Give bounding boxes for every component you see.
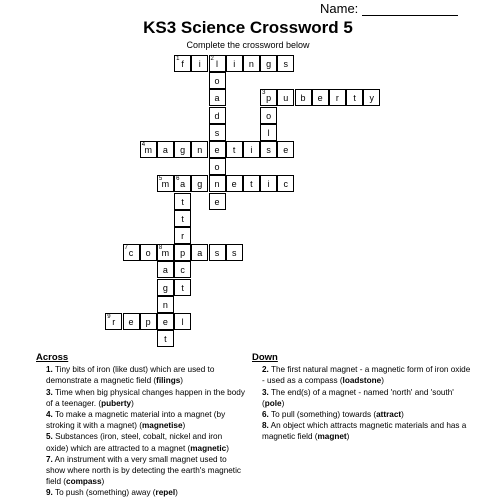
- cell-letter: a: [214, 93, 220, 104]
- clue-item-number: 4.: [46, 410, 53, 420]
- grid-cell[interactable]: [260, 124, 277, 141]
- cell-letter: n: [214, 179, 220, 190]
- cell-letter: e: [128, 317, 134, 327]
- grid-cell[interactable]: [295, 89, 312, 106]
- clue-item: 8. An object which attracts magnetic materials and has a magnetic field (magnet): [262, 421, 467, 442]
- cell-letter: e: [214, 196, 220, 207]
- grid-cell[interactable]: [191, 141, 208, 158]
- grid-cell[interactable]: [157, 279, 174, 296]
- cell-letter: s: [283, 59, 289, 69]
- grid-cell[interactable]: [174, 279, 191, 296]
- grid-cell[interactable]: [191, 55, 208, 72]
- grid-cell[interactable]: [209, 175, 226, 192]
- across-clue-list: [36, 364, 246, 498]
- grid-cell[interactable]: [174, 261, 191, 278]
- grid-cell[interactable]: [243, 141, 260, 158]
- cell-letter: e: [317, 93, 323, 104]
- cell-letter: r: [181, 231, 185, 241]
- cell-letter: s: [266, 145, 271, 155]
- clue-item-number: 3.: [262, 387, 269, 397]
- cell-letter: r: [112, 317, 116, 327]
- cell-letter: e: [231, 179, 237, 190]
- grid-cell[interactable]: [191, 175, 208, 192]
- clue-item-number: 9.: [46, 488, 53, 498]
- clue-item-answer: compass: [66, 477, 102, 487]
- cell-letter: f: [181, 59, 184, 69]
- cell-letter: i: [250, 145, 253, 155]
- page-title: KS3 Science Crossword 5: [143, 18, 353, 37]
- clue-item-text: An object which attracts magnetic materials and has a magnetic field (: [262, 421, 467, 442]
- clue-item-answer: filings: [156, 376, 181, 386]
- cell-letter: i: [267, 179, 270, 190]
- clue-item: 9. To push (something) away (repel): [46, 488, 178, 498]
- grid-cell[interactable]: [191, 244, 208, 261]
- grid-cell[interactable]: [209, 193, 226, 210]
- clue-number: 8: [158, 245, 163, 252]
- cell-letter: d: [214, 110, 220, 121]
- grid-cell[interactable]: [174, 193, 191, 210]
- cell-letter: p: [266, 93, 272, 104]
- clue-number: 2: [210, 56, 214, 62]
- clue-number: 7: [124, 245, 128, 252]
- clue-item-text: An instrument with a very small magnet used to show where north is by detecting the earth's magnetic field (: [46, 454, 241, 487]
- grid-cell[interactable]: [157, 330, 174, 347]
- cell-letter: g: [266, 59, 272, 69]
- across-clues: [36, 352, 246, 499]
- clue-number: 3: [262, 90, 266, 97]
- clue-item-number: 6.: [262, 410, 269, 420]
- cell-letter: l: [267, 127, 270, 138]
- clue-item-number: 2.: [262, 365, 269, 375]
- clue-item-text: To pull (something) towards (: [268, 410, 377, 420]
- cell-letter: a: [162, 265, 168, 276]
- clue-item-text: Substances (iron, steel, cobalt, nickel and iron oxide) which are attracted to a magnet (: [46, 432, 223, 453]
- clue-item: 2. The first natural magnet - a magnetic form of iron oxide - used as a compass (loadstone): [262, 365, 471, 386]
- grid-cell[interactable]: [277, 141, 294, 158]
- cell-letter: t: [232, 145, 236, 155]
- clue-item: 6. To pull (something) towards (attract): [262, 410, 404, 420]
- grid-cell[interactable]: [243, 175, 260, 192]
- grid-cell[interactable]: [209, 72, 226, 89]
- clue-item-text: The end(s) of a magnet - named 'north' and 'south' (: [262, 387, 454, 408]
- cell-letter: c: [128, 248, 134, 259]
- grid-cell[interactable]: [209, 244, 226, 261]
- cell-letter: e: [283, 145, 289, 155]
- cell-letter: n: [197, 145, 203, 155]
- page-subtitle: Complete the crossword below: [186, 40, 310, 50]
- cell-letter: n: [248, 59, 254, 69]
- cell-letter: o: [266, 110, 272, 121]
- grid-cell[interactable]: [312, 89, 329, 106]
- grid-cell[interactable]: [209, 107, 226, 124]
- cell-letter: c: [283, 179, 289, 190]
- grid-cell[interactable]: [363, 89, 380, 106]
- clue-item: 3. Time when big physical changes happen in the body of a teenager. (puberty): [46, 387, 245, 408]
- cell-letter: s: [214, 248, 220, 259]
- clue-item-text: To make a magnetic material into a magnet (by stroking it with a magnet) (: [46, 410, 226, 431]
- clue-number: 1: [176, 56, 180, 62]
- grid-cell[interactable]: [174, 313, 191, 330]
- clue-number: 4: [141, 142, 146, 148]
- cell-letter: a: [180, 179, 186, 190]
- grid-cell[interactable]: [209, 55, 226, 72]
- grid-cell[interactable]: [277, 89, 294, 106]
- clue-item-text: To push (something) away (: [52, 488, 156, 498]
- cell-letter: e: [214, 145, 220, 155]
- grid-cell[interactable]: [277, 175, 294, 192]
- clue-item-number: 5.: [46, 432, 53, 442]
- grid-cell[interactable]: [243, 55, 260, 72]
- cell-letter: c: [180, 265, 185, 276]
- cell-letter: i: [198, 59, 201, 69]
- grid-cell[interactable]: [174, 227, 191, 244]
- grid-cell[interactable]: [226, 244, 243, 261]
- grid-cell[interactable]: [209, 89, 226, 106]
- cell-letter: o: [214, 76, 220, 87]
- cell-letter: t: [181, 213, 184, 224]
- grid-cell[interactable]: [209, 124, 226, 141]
- cell-letter: m: [161, 179, 170, 190]
- grid-cell[interactable]: [260, 107, 277, 124]
- grid-cell[interactable]: [174, 244, 191, 261]
- grid-cell[interactable]: [260, 141, 277, 158]
- clue-number: 9: [107, 314, 111, 320]
- cell-letter: i: [233, 59, 236, 69]
- clue-item-answer: magnetise: [142, 421, 183, 431]
- clue-item: 4. To make a magnetic material into a magnet (by stroking it with a magnet) (magnetise): [46, 410, 226, 431]
- grid-cell[interactable]: [174, 175, 191, 192]
- down-heading: Down: [252, 352, 278, 363]
- grid-cell[interactable]: [209, 141, 226, 158]
- grid-cell[interactable]: [123, 313, 140, 330]
- clue-item-number: 7.: [46, 454, 53, 464]
- grid-cell[interactable]: [277, 55, 294, 72]
- across-heading: Across: [36, 352, 69, 363]
- cell-letter: a: [162, 145, 168, 155]
- cell-letter: s: [231, 248, 237, 259]
- grid-cell[interactable]: [157, 244, 174, 261]
- clue-item-number: 8.: [262, 421, 269, 431]
- clue-item-answer: puberty: [101, 398, 132, 408]
- grid-cell[interactable]: [157, 261, 174, 278]
- clue-item: 5. Substances (iron, steel, cobalt, nickel and iron oxide) which are attracted to a magnet (magnetic): [46, 432, 229, 453]
- cell-letter: t: [181, 196, 184, 207]
- cell-letter: g: [180, 145, 186, 155]
- clue-item-answer: attract: [376, 410, 402, 420]
- grid-cell[interactable]: [157, 141, 174, 158]
- cell-letter: g: [197, 179, 203, 190]
- cell-letter: m: [144, 145, 152, 155]
- grid-cell[interactable]: [226, 175, 243, 192]
- grid-cell[interactable]: [174, 210, 191, 227]
- cell-letter: t: [164, 334, 167, 345]
- clue-number: 6: [176, 176, 180, 183]
- cell-letter: y: [369, 93, 375, 104]
- clue-item-text: The first natural magnet - a magnetic form of iron oxide - used as a compass (: [262, 365, 471, 386]
- grid-cell[interactable]: [140, 313, 157, 330]
- clue-item-text: Tiny bits of iron (like dust) which are used to demonstrate a magnetic field (: [46, 365, 215, 386]
- grid-cell[interactable]: [105, 313, 122, 330]
- name-label: Name:: [320, 1, 359, 16]
- clue-item-answer: repel: [155, 488, 176, 498]
- cell-letter: l: [216, 59, 218, 69]
- cell-letter: p: [145, 317, 151, 327]
- cell-letter: r: [335, 93, 339, 104]
- grid-cell[interactable]: [260, 55, 277, 72]
- cell-letter: a: [197, 248, 203, 259]
- cell-letter: g: [162, 282, 168, 293]
- clue-item-number: 3.: [46, 387, 53, 397]
- grid-cell[interactable]: [157, 296, 174, 313]
- grid-cell[interactable]: [123, 244, 140, 261]
- cell-letter: n: [162, 299, 168, 310]
- down-clue-list: [252, 364, 472, 442]
- grid-cell[interactable]: [226, 141, 243, 158]
- clue-item-answer: loadstone: [342, 376, 382, 386]
- cell-letter: p: [180, 248, 186, 259]
- grid-cell[interactable]: [157, 313, 174, 330]
- cell-letter: l: [181, 317, 184, 327]
- cell-letter: o: [214, 162, 220, 173]
- cell-letter: o: [145, 248, 151, 259]
- grid-cell[interactable]: [140, 244, 157, 261]
- clue-item-number: 1.: [46, 365, 53, 375]
- clue-item: 7. An instrument with a very small magnet used to show where north is by detecting the earth's magnetic field (compass): [46, 454, 241, 487]
- grid-cell[interactable]: [140, 141, 157, 158]
- cell-letter: t: [353, 93, 356, 104]
- grid-cell[interactable]: [226, 55, 243, 72]
- cell-letter: m: [161, 248, 170, 259]
- grid-cell[interactable]: [157, 175, 174, 192]
- grid-cell[interactable]: [260, 89, 277, 106]
- grid-cell[interactable]: [174, 141, 191, 158]
- down-clues: [252, 352, 472, 443]
- cell-letter: e: [162, 317, 168, 327]
- clue-item-text: Time when big physical changes happen in the body of a teenager. (: [46, 387, 245, 408]
- cell-letter: s: [214, 127, 220, 138]
- clue-item: 3. The end(s) of a magnet - named 'north' and 'south' (pole): [262, 387, 454, 408]
- clue-item-answer: magnetic: [190, 443, 227, 453]
- clue-item-answer: magnet: [317, 432, 347, 442]
- cell-letter: t: [181, 282, 184, 293]
- cell-letter: b: [300, 93, 306, 104]
- cell-letter: u: [283, 93, 289, 104]
- clue-item-answer: pole: [264, 398, 282, 408]
- grid-cell[interactable]: [346, 89, 363, 106]
- clue-number: 5: [158, 176, 163, 183]
- grid-cell[interactable]: [260, 175, 277, 192]
- clue-item: 1. Tiny bits of iron (like dust) which are used to demonstrate a magnetic field (filings): [46, 365, 215, 386]
- grid-cell[interactable]: [329, 89, 346, 106]
- cell-letter: t: [250, 179, 253, 190]
- grid-cell[interactable]: [209, 158, 226, 175]
- grid-cell[interactable]: [174, 55, 191, 72]
